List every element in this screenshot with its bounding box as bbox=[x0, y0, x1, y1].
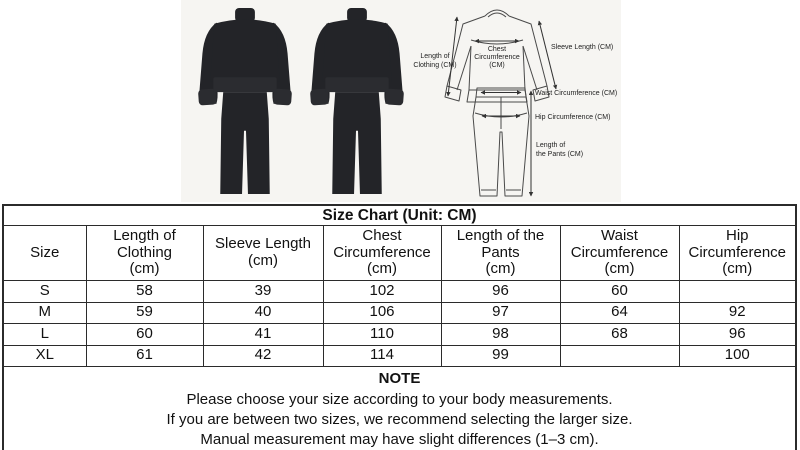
chest-circumference-label: Circumference bbox=[474, 54, 520, 61]
size-cell: L bbox=[3, 324, 86, 346]
size-chart-title: Size Chart (Unit: CM) bbox=[3, 205, 796, 226]
length-of-clothing-label: Clothing (CM) bbox=[413, 62, 457, 69]
size-cell: M bbox=[3, 302, 86, 324]
note-section bbox=[3, 367, 796, 450]
col-header-length-of-clothing bbox=[86, 226, 203, 281]
table-row-l bbox=[3, 324, 796, 346]
front-view-outfit bbox=[198, 8, 292, 194]
waist-circumference-label: Waist Circumference (CM) bbox=[535, 90, 618, 97]
back-view-outfit bbox=[310, 8, 404, 194]
value-cell: 100 bbox=[679, 345, 796, 367]
chest-circumference-label: (CM) bbox=[489, 62, 505, 69]
note-row bbox=[3, 367, 796, 450]
length-of-clothing-label: Length of bbox=[420, 53, 450, 60]
col-header-label: Length of the Pants bbox=[456, 226, 545, 261]
value-cell bbox=[560, 345, 679, 367]
col-header-label: Chest Circumference bbox=[333, 226, 431, 261]
value-cell bbox=[679, 281, 796, 303]
col-header-unit: (cm) bbox=[722, 260, 753, 278]
col-header-label: Waist Circumference bbox=[570, 226, 669, 261]
note-title: NOTE bbox=[378, 369, 421, 387]
value-cell: 114 bbox=[323, 345, 441, 367]
chest-circumference-label: Chest bbox=[487, 46, 507, 53]
value-cell: 58 bbox=[86, 281, 203, 303]
col-header-unit: (cm) bbox=[485, 260, 516, 278]
size-cell: XL bbox=[3, 345, 86, 367]
col-header-unit: (cm) bbox=[248, 252, 278, 269]
col-header-unit: (cm) bbox=[604, 260, 635, 278]
note-line: Manual measurement may have slight differences (1–3 cm). bbox=[200, 431, 599, 449]
col-header-hip-circumference bbox=[679, 226, 796, 281]
table-header-row bbox=[3, 226, 796, 281]
col-header-chest-circumference bbox=[323, 226, 441, 281]
table-row-xl bbox=[3, 345, 796, 367]
col-header-label: Hip Circumference bbox=[688, 226, 787, 261]
table-row-m bbox=[3, 302, 796, 324]
value-cell: 39 bbox=[203, 281, 323, 303]
value-cell: 42 bbox=[203, 345, 323, 367]
col-header-length-of-pants bbox=[441, 226, 560, 281]
col-header-size bbox=[3, 226, 86, 281]
pants-outline bbox=[473, 88, 529, 196]
value-cell: 60 bbox=[86, 324, 203, 346]
product-photo-back bbox=[302, 2, 412, 200]
value-cell: 68 bbox=[560, 324, 679, 346]
col-header-unit: (cm) bbox=[367, 260, 397, 278]
value-cell: 110 bbox=[323, 324, 441, 346]
col-header-label: Length of Clothing bbox=[113, 226, 176, 261]
value-cell: 96 bbox=[441, 281, 560, 303]
note-line: Please choose your size according to your body measurements. bbox=[186, 390, 613, 408]
product-photo-front bbox=[190, 2, 300, 200]
length-of-pants-label: the Pants (CM) bbox=[536, 151, 584, 158]
length-of-pants-label: Length of bbox=[536, 142, 566, 149]
note-line: If you are between two sizes, we recommend selecting the larger size. bbox=[166, 410, 633, 428]
value-cell: 60 bbox=[560, 281, 679, 303]
value-cell: 99 bbox=[441, 345, 560, 367]
value-cell: 40 bbox=[203, 302, 323, 324]
value-cell: 102 bbox=[323, 281, 441, 303]
sleeve-length-arrow bbox=[539, 21, 556, 89]
table-row-s bbox=[3, 281, 796, 303]
value-cell: 92 bbox=[679, 302, 796, 324]
col-header-unit: (cm) bbox=[129, 260, 160, 278]
value-cell: 106 bbox=[323, 302, 441, 324]
value-cell: 64 bbox=[560, 302, 679, 324]
value-cell: 61 bbox=[86, 345, 203, 367]
col-header-sleeve-length bbox=[203, 226, 323, 281]
sleeve-length-label: Sleeve Length (CM) bbox=[551, 44, 614, 51]
col-header-label: Sleeve Length bbox=[215, 235, 311, 253]
hip-circumference-label: Hip Circumference (CM) bbox=[535, 114, 611, 121]
value-cell: 59 bbox=[86, 302, 203, 324]
col-header-label: Size bbox=[30, 243, 60, 261]
value-cell: 98 bbox=[441, 324, 560, 346]
measurement-diagram bbox=[405, 0, 620, 202]
size-chart-title-row bbox=[3, 205, 796, 226]
value-cell: 41 bbox=[203, 324, 323, 346]
size-chart-table bbox=[2, 204, 797, 450]
value-cell: 97 bbox=[441, 302, 560, 324]
size-cell: S bbox=[3, 281, 86, 303]
value-cell: 96 bbox=[679, 324, 796, 346]
col-header-waist-circumference bbox=[560, 226, 679, 281]
